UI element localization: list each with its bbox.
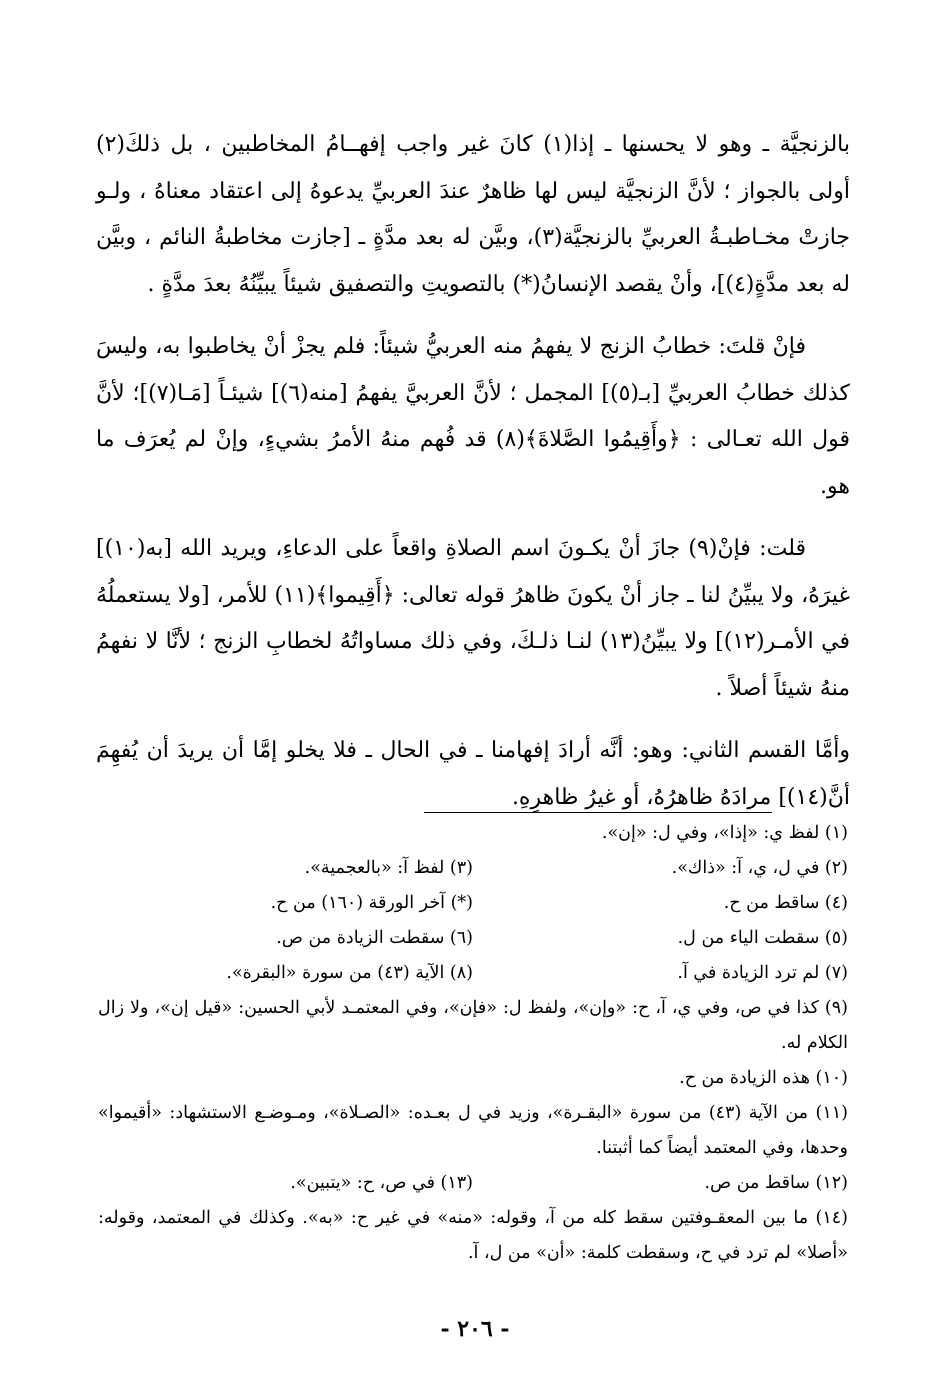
footnote-row xyxy=(98,956,848,991)
footnotes xyxy=(98,816,848,1271)
footnote-4: (٤) ساقط من ح. xyxy=(723,893,848,913)
footnote-1: (١) لفظ ي: «إذا»، وفي ل: «إن». xyxy=(601,823,848,843)
footnote-10: (١٠) هذه الزيادة من ح. xyxy=(679,1068,848,1088)
footnote-row xyxy=(98,886,848,921)
paragraph-2: فإنْ قلتَ: خطابُ الزنج لا يفهمُ منه العربيُّ شيئاً: فلم يجزْ أنْ يخاطبوا به، وليسَ كذلك خطابُ العربيِّ [بـ(٥)] المجمل ؛ لأنَّ العربيَّ يفهمُ [منه(٦)] شيئـاً [مَـا(٧)]؛ لأنَّ قول الله تعـالى : ﴿وأَقِيمُوا الصَّلاةَ﴾(٨) قد فُهم منهُ الأمرُ بشيءٍ، وإنْ لم يُعرَف ما هو. xyxy=(96,334,851,499)
footnote-12: (١٢) ساقط من ص. xyxy=(704,1173,848,1193)
footnote-8: (٨) الآية (٤٣) من سورة «البقرة». xyxy=(226,963,473,983)
footnote-13: (١٣) في ص، ح: «يتبين». xyxy=(290,1173,473,1193)
footnote-6: (٦) سقطت الزيادة من ص. xyxy=(276,928,473,948)
paragraph-1: بالزنجيَّة ـ وهو لا يحسنها ـ إذا(١) كانَ غير واجب إفهــامُ المخاطبين ، بل ذلكَ(٢) أولى بالجواز ؛ لأنَّ الزنجيَّة ليس لها ظاهرٌ عندَ العربيِّ يدعوهُ إلى اعتقاد معناهُ ، ولـو جازتْ مخـاطبـةُ العربيِّ بالزنجيَّة(٣)، وبيَّن له بعد مدَّةٍ ـ [جازت مخاطبةُ النائم ، وبيَّن له بعد مدَّةٍ(٤)]، وأنْ يقصد الإنسانُ(*) بالتصويتِ والتصفيق شيئاً يبيِّنُهُ بعدَ مدَّةٍ . xyxy=(96,132,850,297)
paragraph-4: وأمَّا القسم الثاني: وهو: أنَّه أرادَ إفهامنا ـ في الحال ـ فلا يخلو إمَّا أن يريدَ أن يُفهِمَ أنَّ(١٤)] مرادَهُ ظاهرُهُ، أو غيرُ ظاهرِهِ. xyxy=(96,738,850,810)
main-text xyxy=(96,122,850,837)
paragraph-3: قلت: فإنْ(٩) جازَ أنْ يكـونَ اسم الصلاةِ واقعاً على الدعاءِ، ويريد الله [به(١٠)] غيرَهُ، ولا يبيِّنُ لنا ـ جاز أنْ يكونَ ظاهرُ قوله تعالى: ﴿أَقِيموا﴾(١١) للأمر، [ولا يستعملُهُ في الأمـر(١٢)] ولا يبيِّنُ(١٣) لنـا ذلـكَ، وفي ذلك مساواتُهُ لخطابِ الزنج ؛ لأنَّا لا نفهمُ منهُ شيئاً أصلاً . xyxy=(96,536,851,701)
footnote-row xyxy=(98,851,848,886)
footnote-row xyxy=(98,1061,848,1096)
footnote-2: (٢) في ل، ي، آ: «ذاك». xyxy=(671,858,848,878)
footnote-row xyxy=(98,1166,848,1201)
footnote-row xyxy=(98,816,848,851)
footnote-3: (٣) لفظ آ: «بالعجمية». xyxy=(304,858,473,878)
footnote-9: (٩) كذا في ص، وفي ي، آ، ح: «وإن»، ولفظ ل: «فإن»، وفي المعتمـد لأبي الحسين: «قيل إن»، ولا زال الكلام له. xyxy=(98,998,848,1053)
footnote-11: (١١) من الآية (٤٣) من سورة «البقـرة»، وزيد في ل بعـده: «الصـلاة»، ومـوضـع الاستشهاد: «أقيموا» وحدها، وفي المعتمد أيضاً كما أثبتنا. xyxy=(98,1103,848,1158)
footnote-5: (٥) سقطت الياء من ل. xyxy=(677,928,848,948)
footnote-star: (*) آخر الورقة (١٦٠) من ح. xyxy=(270,893,473,913)
footnote-14: (١٤) ما بين المعقـوفتين سقط كله من آ، وقوله: «منه» في غير ح: «به». وكذلك في المعتمد، وقوله: «أصلا» لم ترد في ح، وسقطت كلمة: «أن» من ل، آ. xyxy=(98,1208,848,1263)
footnote-divider xyxy=(424,812,772,813)
page-number: - ٢٠٦ - xyxy=(440,1316,510,1342)
footnote-7: (٧) لم ترد الزيادة في آ. xyxy=(677,963,848,983)
footnote-row xyxy=(98,921,848,956)
